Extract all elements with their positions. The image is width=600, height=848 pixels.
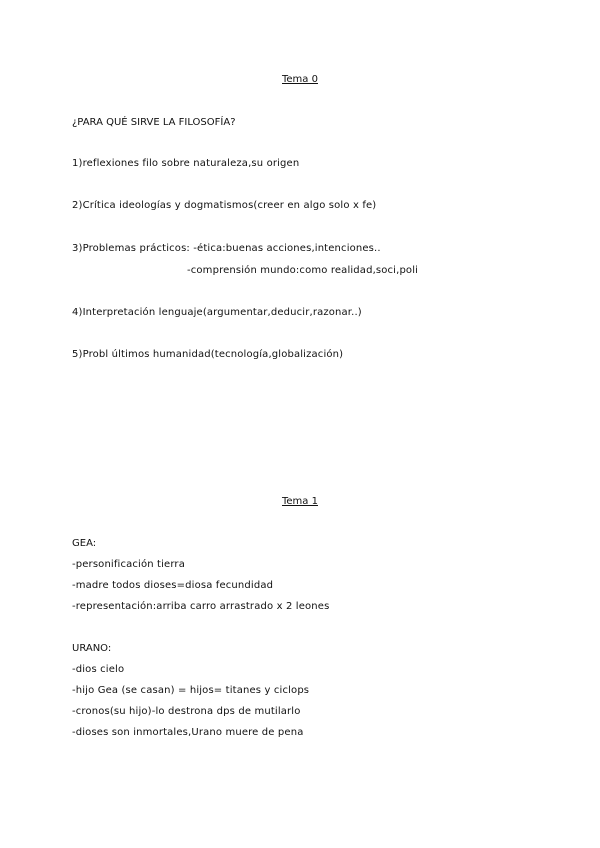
tema-0-item-2: 2)Crítica ideologías y dogmatismos(creer en algo solo x fe) <box>72 200 377 211</box>
tema-1-title: Tema 1 <box>282 496 318 507</box>
urano-item: -hijo Gea (se casan) = hijos= titanes y ciclops <box>72 685 310 696</box>
gea-heading: GEA: <box>72 538 97 549</box>
gea-item: -personificación tierra <box>72 559 185 570</box>
urano-item: -cronos(su hijo)-lo destrona dps de mutilarlo <box>72 706 301 717</box>
tema-0-item-4: 4)Interpretación lenguaje(argumentar,deducir,razonar..) <box>72 307 362 318</box>
tema-0-question: ¿PARA QUÉ SIRVE LA FILOSOFÍA? <box>72 117 236 128</box>
tema-0-title: Tema 0 <box>282 74 318 85</box>
gea-item: -representación:arriba carro arrastrado x 2 leones <box>72 601 330 612</box>
urano-item: -dios cielo <box>72 664 125 675</box>
gea-item: -madre todos dioses=diosa fecundidad <box>72 580 274 591</box>
tema-0-item-1: 1)reflexiones filo sobre naturaleza,su origen <box>72 158 300 169</box>
urano-heading: URANO: <box>72 643 112 654</box>
tema-0-item-5: 5)Probl últimos humanidad(tecnología,globalización) <box>72 349 344 360</box>
tema-0-item-3: 3)Problemas prácticos: -ética:buenas acciones,intenciones.. <box>72 243 381 254</box>
urano-item: -dioses son inmortales,Urano muere de pena <box>72 727 304 738</box>
tema-0-item-3-continuation: -comprensión mundo:como realidad,soci,poli <box>187 265 419 276</box>
